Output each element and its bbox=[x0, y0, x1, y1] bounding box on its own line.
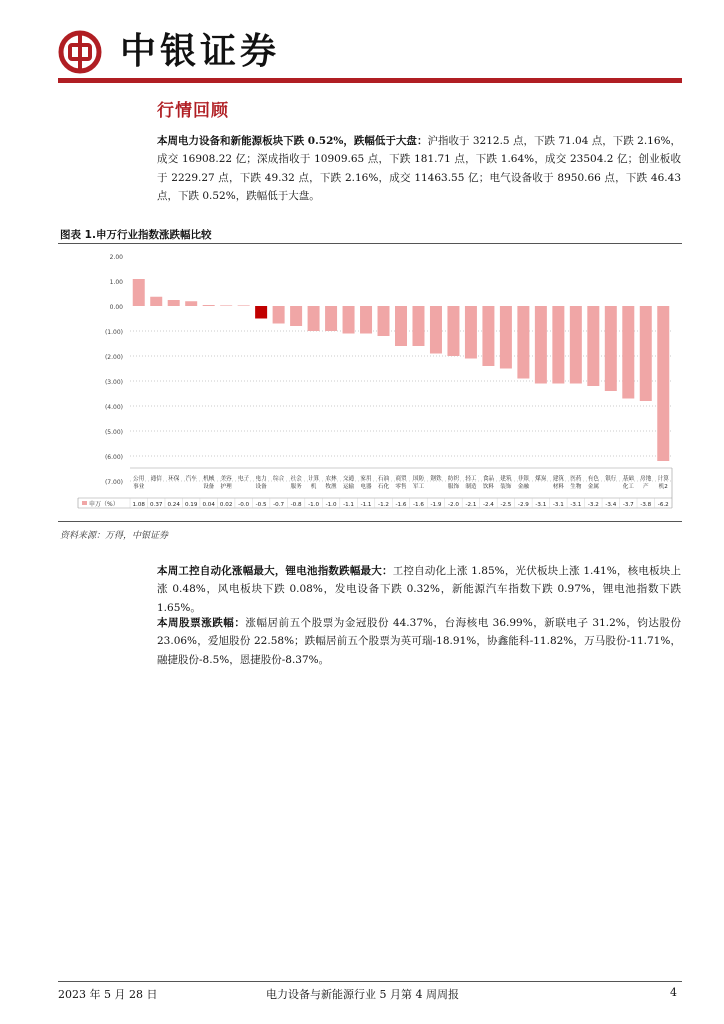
figure-title: 图表 1.申万行业指数涨跌幅比较 bbox=[60, 229, 212, 241]
value-label: -0.5 bbox=[255, 502, 267, 508]
value-label: -2.9 bbox=[517, 502, 529, 508]
category-label: 汽车 bbox=[185, 476, 197, 482]
category-label: 装饰 bbox=[500, 484, 512, 490]
brand-name: 中银证券 bbox=[120, 31, 281, 72]
category-label: 环保 bbox=[168, 476, 180, 482]
footer-rule bbox=[58, 981, 682, 982]
category-label: 事业 bbox=[133, 484, 145, 490]
category-label: 饮料 bbox=[482, 484, 495, 490]
value-label: -6.2 bbox=[657, 502, 669, 508]
header-divider bbox=[58, 78, 682, 83]
bar bbox=[150, 297, 162, 306]
y-tick-label: (4.00) bbox=[104, 404, 123, 411]
y-tick-label: (3.00) bbox=[104, 379, 123, 386]
category-label: 美容 bbox=[220, 476, 232, 482]
bank-of-china-logo bbox=[58, 30, 108, 74]
industry-bar-chart bbox=[58, 244, 682, 518]
bar bbox=[343, 306, 355, 334]
paragraph-market-lead: 本周电力设备和新能源板块下跌 0.52%，跌幅低于大盘： bbox=[157, 135, 428, 147]
category-label: 制造 bbox=[465, 484, 477, 490]
bar bbox=[517, 306, 529, 379]
value-label: -1.6 bbox=[395, 502, 407, 508]
value-label: -1.9 bbox=[430, 502, 442, 508]
value-label: -3.1 bbox=[552, 502, 564, 508]
category-label: 房地 bbox=[640, 476, 652, 482]
paragraph-sectors bbox=[157, 562, 681, 617]
category-label: 运输 bbox=[342, 484, 355, 490]
category-label: 护理 bbox=[220, 484, 232, 490]
value-label: 0.24 bbox=[167, 502, 180, 508]
category-label: 国防 bbox=[412, 476, 425, 482]
category-label: 设备 bbox=[203, 484, 215, 490]
category-label: 农林 bbox=[325, 476, 337, 482]
category-label: 金属 bbox=[587, 484, 599, 490]
bar bbox=[447, 306, 459, 356]
bar bbox=[605, 306, 617, 391]
y-tick-label: (7.00) bbox=[104, 479, 123, 486]
category-label: 纺织 bbox=[447, 476, 460, 482]
value-label: -2.5 bbox=[500, 502, 512, 508]
section-title: 行情回顾 bbox=[157, 101, 229, 121]
value-label: -1.6 bbox=[413, 502, 424, 508]
category-label: 服饰 bbox=[447, 484, 460, 490]
value-label: -3.2 bbox=[587, 502, 599, 508]
category-label: 设备 bbox=[255, 484, 267, 490]
category-label: 电子 bbox=[238, 476, 250, 482]
category-label: 电力 bbox=[255, 476, 267, 482]
value-label: -2.0 bbox=[447, 502, 459, 508]
category-label: 化工 bbox=[622, 484, 634, 490]
value-label: -1.1 bbox=[343, 502, 355, 508]
category-label: 金融 bbox=[517, 484, 529, 490]
y-tick-label: (1.00) bbox=[104, 329, 123, 336]
bar bbox=[168, 300, 180, 306]
bar bbox=[273, 306, 285, 324]
category-label: 材料 bbox=[552, 484, 564, 490]
y-tick-label: 0.00 bbox=[109, 304, 123, 311]
bar bbox=[640, 306, 652, 401]
category-label: 生物 bbox=[570, 484, 582, 490]
value-label: -1.2 bbox=[378, 502, 389, 508]
bar bbox=[430, 306, 442, 354]
category-label: 医药 bbox=[570, 476, 582, 482]
category-label: 建筑 bbox=[500, 476, 512, 482]
value-label: -0.0 bbox=[238, 502, 250, 508]
category-label: 钢铁 bbox=[430, 476, 442, 482]
paragraph-stocks-lead: 本周股票涨跌幅： bbox=[157, 617, 246, 629]
value-label: -0.8 bbox=[290, 502, 302, 508]
category-label: 产 bbox=[642, 484, 649, 490]
bar bbox=[500, 306, 512, 369]
value-label: 0.02 bbox=[219, 502, 233, 508]
value-label: -2.1 bbox=[465, 502, 477, 508]
bar bbox=[220, 305, 232, 306]
category-label: 通信 bbox=[150, 476, 162, 482]
y-tick-label: (2.00) bbox=[104, 354, 123, 361]
bar bbox=[395, 306, 407, 346]
paragraph-sectors-body: 工控自动化上涨 1.85%，光伏板块上涨 1.41%，核电板块上涨 0.48%，风电板块下跌 0.08%，发电设备下跌 0.32%，新能源汽车指数下跌 0.97%，锂电池指数下跌 1.65%。 bbox=[157, 565, 682, 614]
category-label: 非银 bbox=[517, 476, 529, 482]
value-label: -1.0 bbox=[325, 502, 337, 508]
category-label: 综合 bbox=[273, 476, 285, 482]
category-label: 零售 bbox=[395, 484, 407, 490]
value-label: -1.0 bbox=[308, 502, 320, 508]
value-label: -1.1 bbox=[360, 502, 372, 508]
value-label: 0.19 bbox=[184, 502, 198, 508]
category-label: 石油 bbox=[377, 476, 390, 482]
value-label: -3.7 bbox=[622, 502, 634, 508]
category-label: 社会 bbox=[290, 476, 302, 482]
bar bbox=[325, 306, 337, 331]
page-number: 4 bbox=[670, 986, 677, 999]
paragraph-market bbox=[157, 132, 681, 205]
category-label: 有色 bbox=[587, 476, 599, 482]
value-label: -3.1 bbox=[535, 502, 547, 508]
category-label: 轻工 bbox=[465, 476, 477, 482]
category-label: 计算 bbox=[657, 476, 669, 482]
category-label: 军工 bbox=[412, 484, 425, 490]
paragraph-sectors-lead: 本周工控自动化涨幅最大，锂电池指数跌幅最大： bbox=[157, 565, 393, 577]
figure-bottom-rule bbox=[58, 521, 682, 522]
category-label: 计算 bbox=[307, 476, 320, 482]
y-tick-label: 2.00 bbox=[109, 254, 123, 261]
bar bbox=[482, 306, 494, 366]
category-label: 基础 bbox=[622, 476, 634, 482]
bar bbox=[622, 306, 634, 399]
bar bbox=[360, 306, 372, 334]
bar bbox=[290, 306, 302, 326]
bar bbox=[133, 279, 145, 306]
category-label: 石化 bbox=[377, 484, 390, 490]
value-label: -3.4 bbox=[605, 502, 617, 508]
value-label: -3.1 bbox=[570, 502, 582, 508]
category-label: 煤炭 bbox=[535, 476, 547, 482]
footer-title: 电力设备与新能源行业 5 月第 4 周周报 bbox=[266, 988, 459, 1001]
category-label: 机2 bbox=[658, 484, 668, 490]
bar bbox=[203, 305, 215, 306]
value-label: 1.08 bbox=[132, 502, 145, 508]
category-label: 机械 bbox=[203, 476, 215, 482]
bar bbox=[552, 306, 564, 384]
category-label: 家用 bbox=[360, 476, 372, 482]
category-label: 商贸 bbox=[395, 476, 407, 482]
bar bbox=[238, 305, 250, 306]
category-label: 银行 bbox=[605, 476, 617, 482]
category-label: 机 bbox=[310, 484, 317, 490]
y-tick-label: (6.00) bbox=[104, 454, 123, 461]
value-label: 0.04 bbox=[202, 502, 215, 508]
legend-swatch bbox=[82, 501, 87, 505]
y-tick-label: 1.00 bbox=[109, 279, 123, 286]
legend-label: 申万（%） bbox=[89, 501, 119, 508]
paragraph-market-body: 沪指收于 3212.5 点，下跌 71.04 点，下跌 2.16%，成交 16908.22 亿；深成指收于 10909.65 点，下跌 181.71 点，下跌 1.64%，成交 23504.2 亿；创业板收于 2229.27 点，下跌 49.32 点，下跌 2.16%，成交 11463.55 亿；电气设备收于 8950.66 点，下跌 46.43 点，下跌 0.52%，跌幅低于大盘。 bbox=[157, 135, 681, 202]
bar bbox=[412, 306, 424, 346]
bar bbox=[185, 301, 197, 306]
category-label: 牧渔 bbox=[325, 484, 337, 490]
category-label: 服务 bbox=[290, 484, 302, 490]
paragraph-stocks-body: 涨幅居前五个股票为金冠股份 44.37%，台海核电 36.99%，新联电子 31.2%，钧达股份 23.06%，爱旭股份 22.58%；跌幅居前五个股票为英可瑞-18.91%，协鑫能科-11.82%，万马股份-11.71%，融捷股份-8.5%，恩捷股份-8.37%。 bbox=[157, 617, 681, 666]
source-note: 资料来源：万得，中银证券 bbox=[60, 531, 169, 541]
bar bbox=[255, 306, 267, 319]
value-label: -3.8 bbox=[640, 502, 652, 508]
value-label: 0.37 bbox=[149, 502, 163, 508]
bar bbox=[465, 306, 477, 359]
value-label: -0.7 bbox=[273, 502, 285, 508]
bar bbox=[570, 306, 582, 384]
category-label: 交通 bbox=[342, 476, 355, 482]
value-label: -2.4 bbox=[482, 502, 494, 508]
category-label: 公用 bbox=[133, 476, 145, 482]
footer-date: 2023 年 5 月 28 日 bbox=[58, 988, 158, 1001]
bar bbox=[378, 306, 390, 336]
category-label: 电器 bbox=[360, 484, 372, 490]
bar bbox=[657, 306, 669, 461]
bar bbox=[587, 306, 599, 386]
bar bbox=[535, 306, 547, 384]
category-label: 建筑 bbox=[552, 476, 564, 482]
bar bbox=[308, 306, 320, 331]
category-label: 食品 bbox=[482, 476, 495, 482]
y-tick-label: (5.00) bbox=[104, 429, 123, 436]
paragraph-stocks bbox=[157, 614, 681, 669]
